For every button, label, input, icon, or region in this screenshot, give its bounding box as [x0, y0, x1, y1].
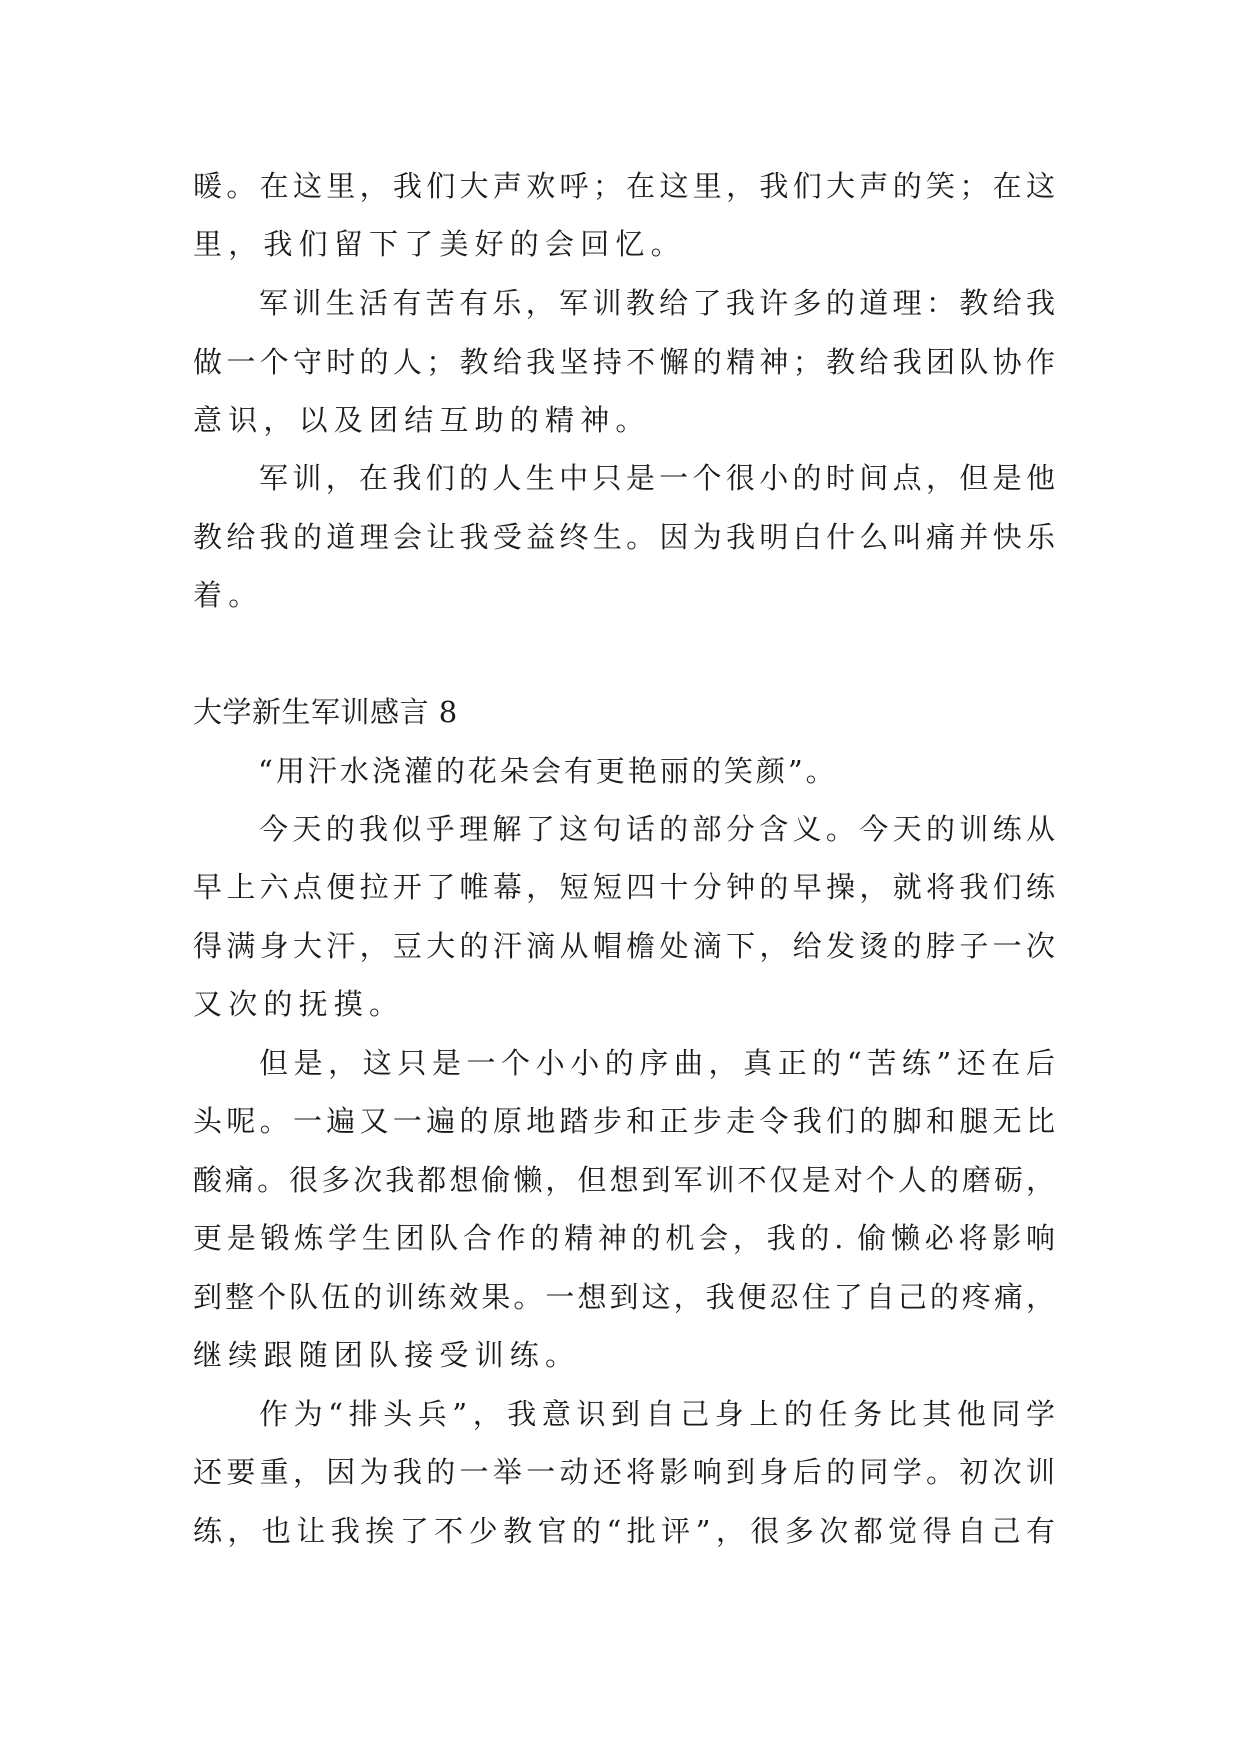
- text-line: 做一个守时的人；教给我坚持不懈的精神；教给我团队协作: [193, 345, 1055, 379]
- text-line: 作为“排头兵”，我意识到自己身上的任务比其他同学: [259, 1397, 1055, 1431]
- text-line: 还要重，因为我的一举一动还将影响到身后的同学。初次训: [193, 1455, 1055, 1489]
- text-line: 军训，在我们的人生中只是一个很小的时间点，但是他: [259, 461, 1055, 495]
- text-line: 继续跟随团队接受训练。: [193, 1338, 581, 1372]
- text-line: 但是，这只是一个小小的序曲，真正的“苦练”还在后: [259, 1046, 1055, 1080]
- text-line: 练，也让我挨了不少教官的“批评”，很多次都觉得自己有: [193, 1514, 1055, 1548]
- text-line: 暖。在这里，我们大声欢呼；在这里，我们大声的笑；在这: [193, 169, 1055, 203]
- text-line: 酸痛。很多次我都想偷懒，但想到军训不仅是对个人的磨砺，: [193, 1163, 1055, 1197]
- text-line: 得满身大汗，豆大的汗滴从帽檐处滴下，给发烫的脖子一次: [193, 929, 1055, 963]
- text-line: 意识，以及团结互助的精神。: [193, 403, 651, 437]
- text-line: 军训生活有苦有乐，军训教给了我许多的道理：教给我: [259, 286, 1055, 320]
- section-heading: 大学新生军训感言 8: [193, 695, 458, 729]
- text-line: 头呢。一遍又一遍的原地踏步和正步走令我们的脚和腿无比: [193, 1104, 1055, 1138]
- text-line: 着。: [193, 578, 264, 612]
- text-line: 教给我的道理会让我受益终生。因为我明白什么叫痛并快乐: [193, 520, 1055, 554]
- quote-line: “用汗水浇灌的花朵会有更艳丽的笑颜”。: [258, 754, 838, 788]
- text-line: 早上六点便拉开了帷幕，短短四十分钟的早操，就将我们练: [193, 870, 1055, 904]
- text-line: 又次的抚摸。: [193, 987, 405, 1021]
- text-line: 今天的我似乎理解了这句话的部分含义。今天的训练从: [259, 812, 1055, 846]
- text-line: 里，我们留下了美好的会回忆。: [193, 227, 686, 261]
- text-line: 到整个队伍的训练效果。一想到这，我便忍住了自己的疼痛，: [193, 1280, 1055, 1314]
- text-line: 更是锻炼学生团队合作的精神的机会，我的. 偷懒必将影响: [193, 1221, 1055, 1255]
